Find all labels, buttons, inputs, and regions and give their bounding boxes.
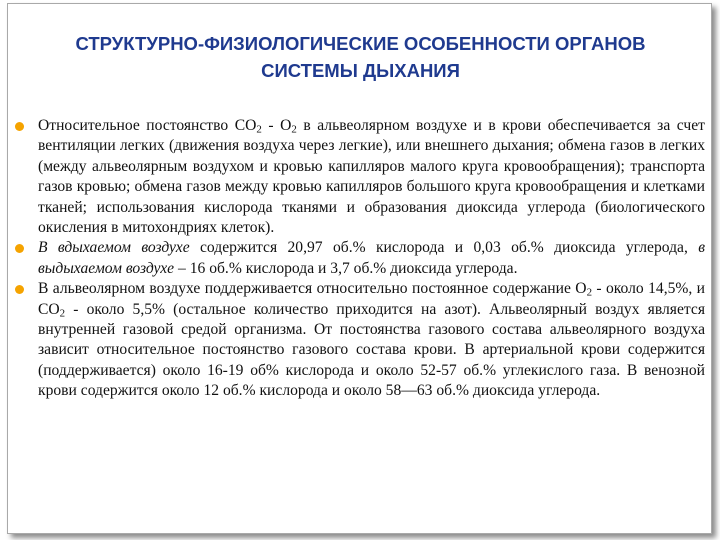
item-text: - около 14,5%, и СО xyxy=(38,280,706,318)
list-item xyxy=(28,238,705,279)
subscript: 2 xyxy=(586,286,593,299)
orange-dot-bullet-icon xyxy=(15,122,24,131)
list-item xyxy=(28,116,705,238)
subscript: 2 xyxy=(256,123,262,136)
item-text: – 16 об.% кислорода и 3,7 об.% диоксида углерода. xyxy=(174,259,518,277)
item-text: В альвеолярном воздухе поддерживается относительно постоянное содержание О xyxy=(38,280,587,298)
orange-dot-bullet-icon xyxy=(15,244,24,253)
orange-dot-bullet-icon xyxy=(15,285,24,294)
subscript: 2 xyxy=(59,307,66,320)
title-line-2: СИСТЕМЫ ДЫХАНИЯ xyxy=(261,60,460,81)
item-text: - О xyxy=(261,117,292,134)
slide-title xyxy=(8,30,713,84)
list-item xyxy=(28,279,705,401)
subscript: 2 xyxy=(291,123,297,136)
italic-text: В вдыхаемом воздухе xyxy=(38,239,190,257)
item-text: Относительное постоянство СО xyxy=(38,117,257,134)
bullet-list xyxy=(28,116,705,402)
italic-text: в выдыхаемом воздухе xyxy=(38,239,706,277)
item-text: в альвеолярном воздухе и в крови обеспечивается за счет вентиляции легких (движения воздуха через легкие), или внешнего дыхания; обмена газов в легких (между альвеолярным воздухом и кровью капилляров малого круга кровообращения); транспорта газов кровью; обмена газов между кровью капилляров большого круга кровообращения и клетками тканей; использования кислорода тканями и образования диоксида углерода (биологического окисления в митохондриях клеток). xyxy=(38,117,705,237)
slide-frame xyxy=(7,3,712,534)
item-text: содержится 20,97 об.% кислорода и 0,03 об.% диоксида углерода, xyxy=(189,239,699,257)
item-text: - около 5,5% (остальное количество приходится на азот). Альвеолярный воздух является внутренней газовой средой организма. От постоянства газового состава альвеолярного воздуха зависит относительное постоянство газового состава крови. В артериальной крови содержится (поддерживается) около 16-19 об% кислорода и около 52-57 об.% углекислого газа. В венозной крови содержится около 12 об.% кислорода и около 58—63 об.% диоксида углерода. xyxy=(38,300,705,400)
title-line-1: СТРУКТУРНО-ФИЗИОЛОГИЧЕСКИЕ ОСОБЕННОСТИ ОРГАНОВ xyxy=(75,33,646,54)
